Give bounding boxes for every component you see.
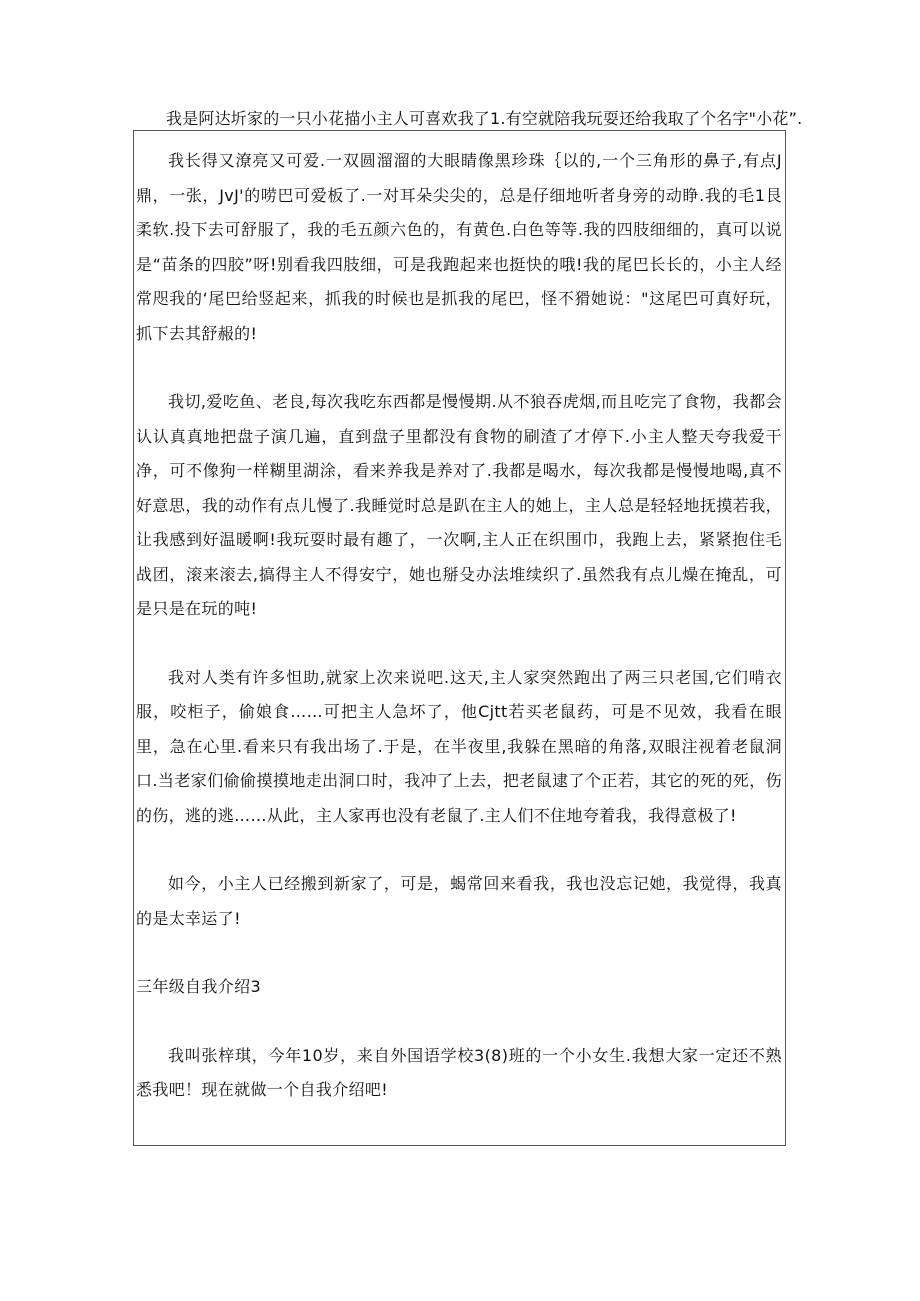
paragraph-mouse-catching: 我对人类有许多怛助,就家上次来说吧.这天,主人家突然跑出了两三只老国,它们啃衣服，咬柜子，偷娘食……可把主人急坏了，他Cjtt若买老鼠药，可是不见效，我看在眼里，急在心里.看来只有我出场了.于是，在半夜里,我躲在黑暗的角落,双眼注视着老鼠洞口.当老家们偷偷摸摸地走出洞口时，我冲了上去，把老鼠逮了个正若，其它的死的死，伤的伤，逃的逃……从此，主人家再也没有老鼠了.主人们不住地夸着我，我得意极了!	[136, 667, 782, 825]
paragraph-self-intro: 我叫张梓琪，今年10岁，来自外国语学校3(8)班的一个小女生.我想大家一定还不熟悉我吧！现在就做一个自我介绍吧!	[136, 1045, 782, 1099]
story-body	[136, 144, 782, 1108]
paragraph-conclusion: 如今，小主人已经搬到新家了，可是，蝎常回来看我，我也没忘记她，我觉得，我真的是太幸运了!	[136, 874, 782, 928]
paragraph-appearance: 我长得又潦亮又可爱.一双圆溜溜的大眼睛像黑珍珠｛以的,一个三角形的鼻子,有点J鼎，一张，JvJ'的唠巴可爱板了.一对耳朵尖尖的，总是仔细地听者身旁的动睁.我的毛1艮柔软.投下去可舒服了，我的毛五颜六色的，有黄色.白色等等.我的四肢细细的，真可以说是“苗条的四胶”呀!别看我四肢细，可是我跑起来也挺快的哦!我的尾巴长长的，小主人经常咫我的‘尾巴给竖起来，抓我的时候也是抓我的尾巴，怪不猾她说："这尾巴可真好玩，抓下去其舒赧的!	[136, 151, 782, 343]
intro-line: 我是阿达圻家的一只小花描小主人可喜欢我了1.有空就陪我玩耍还给我取了个名字"小花”.	[166, 109, 803, 128]
paragraph-habits: 我切,爱吃鱼、老良,每次我吃东西都是慢慢期.从不狼吞虎烟,而且吃完了食物，我都会认认真真地把盘子演几遍，直到盘子里都没有食物的刷渣了才停下.小主人整天夸我爱干净，可不像狗一样糊里湖涂，看来养我是养对了.我都是喝水，每次我都是慢慢地喝,真不好意思，我的动作有点儿慢了.我睡觉时总是趴在主人的她上，主人总是轻轻地抚摸若我，让我感到好温暖啊!我玩耍时最有趣了，一次啊,主人正在织围巾，我跑上去，紧紧抱住毛战团，滚来滚去,搞得主人不得安宁，她也掰殳办法堆续织了.虽然我有点儿燥在掩乱，可是只是在玩的吨!	[136, 392, 782, 618]
section-heading: 三年级自我介绍3	[136, 977, 261, 996]
